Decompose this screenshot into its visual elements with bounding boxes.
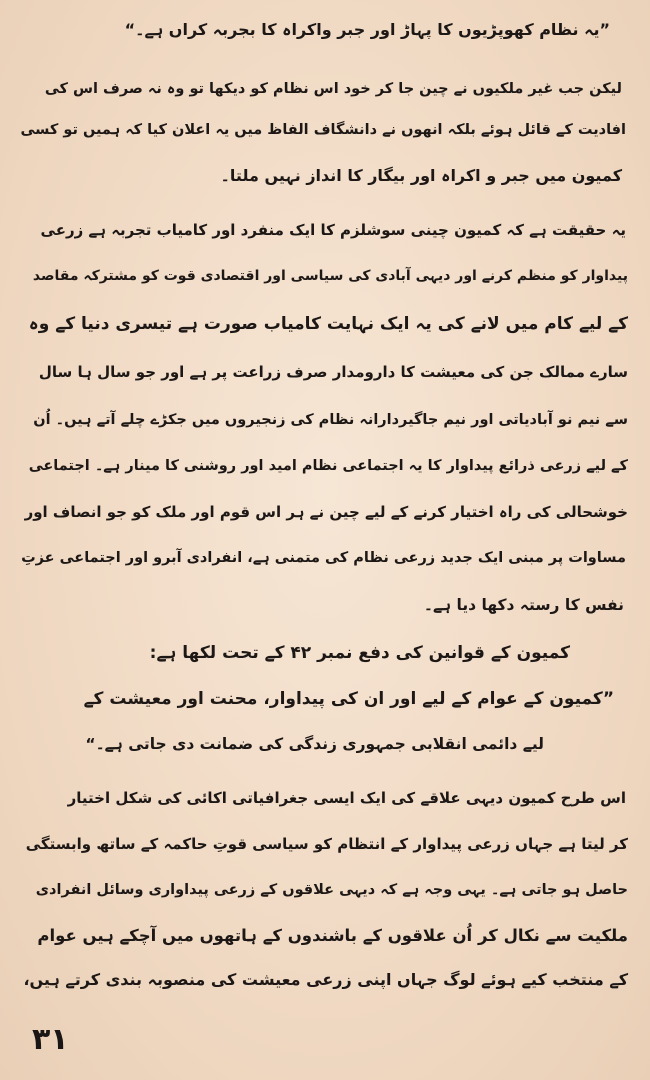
text-line: کے منتخب کیے ہوئے لوگ جہاں اپنی زرعی معیشت کی منصوبہ بندی کرتے ہیں، [23,970,628,989]
text-line: کے لیے کام میں لانے کی یہ ایک نہایت کامیاب صورت ہے تیسری دنیا کے وہ [28,314,628,334]
text-line: کمیون کے قوانین کی دفع نمبر ۴۲ کے تحت لکھا ہے: [149,643,570,663]
text-line: اس طرح کمیون دیہی علاقے کی ایک ایسی جغرافیاتی اکائی کی شکل اختیار [67,789,626,807]
text-line: کر لیتا ہے جہاں زرعی پیداوار کے انتظام کو سیاسی قوتِ حاکمہ کے ساتھ وابستگی [25,835,628,853]
text-line: لیے دائمی انقلابی جمہوری زندگی کی ضمانت دی جاتی ہے۔“ [85,735,544,753]
page-number: ٣١ [32,1022,69,1057]
text-line: نفس کا رستہ دکھا دیا ہے۔ [423,596,624,614]
text-line: خوشحالی کی راہ اختیار کرنے کے لیے چین نے ہر اس قوم اور ملک کو جو انصاف اور [24,503,628,521]
text-line: یہ حقیقت ہے کہ کمیون چینی سوشلزم کا ایک منفرد اور کامیاب تجربہ ہے زرعی [40,221,626,239]
text-line: افادیت کے قائل ہوئے بلکہ انھوں نے دانشگاف الفاظ میں یہ اعلان کیا کہ ہمیں تو کسی [20,122,626,138]
text-line: ”کمیون کے عوام کے لیے اور ان کی پیداوار، محنت اور معیشت کے [83,689,614,709]
text-line: کے لیے زرعی ذرائع پیداوار کا یہ اجتماعی نظام امید اور روشنی کا مینار ہے۔ اجتماعی [28,458,628,474]
text-line: لیکن جب غیر ملکیوں نے چین جا کر خود اس نظام کو دیکھا تو وہ نہ صرف اس کی [44,81,622,97]
text-line: پیداوار کو منظم کرنے اور دیہی آبادی کی سیاسی اور اقتصادی قوت کو مشترکہ مقاصد [32,268,628,284]
text-line: ”یہ نظام کھوپڑیوں کا پہاڑ اور جبر واکراہ کا بجربہ کراں ہے۔“ [124,20,610,39]
text-line: کمیون میں جبر و اکراہ اور بیگار کا انداز نہیں ملتا۔ [220,166,622,185]
text-line: ملکیت سے نکال کر اُن علاقوں کے باشندوں کے ہاتھوں میں آچکے ہیں عوام [37,926,628,945]
text-line: حاصل ہو جاتی ہے۔ یہی وجہ ہے کہ دیہی علاقوں کے زرعی پیداواری وسائل انفرادی [35,882,628,898]
text-line: مساوات پر مبنی ایک جدید زرعی نظام کی متمنی ہے، انفرادی آبرو اور اجتماعی عزتِ [21,550,626,566]
text-line: سے نیم نو آبادیاتی اور نیم جاگیردارانہ نظام کی زنجیروں میں جکڑے چلے آتے ہیں۔ اُن [33,412,628,428]
text-line: سارے ممالک جن کی معیشت کا دارومدار صرف زراعت پر ہے اور جو سال ہا سال [38,363,628,381]
